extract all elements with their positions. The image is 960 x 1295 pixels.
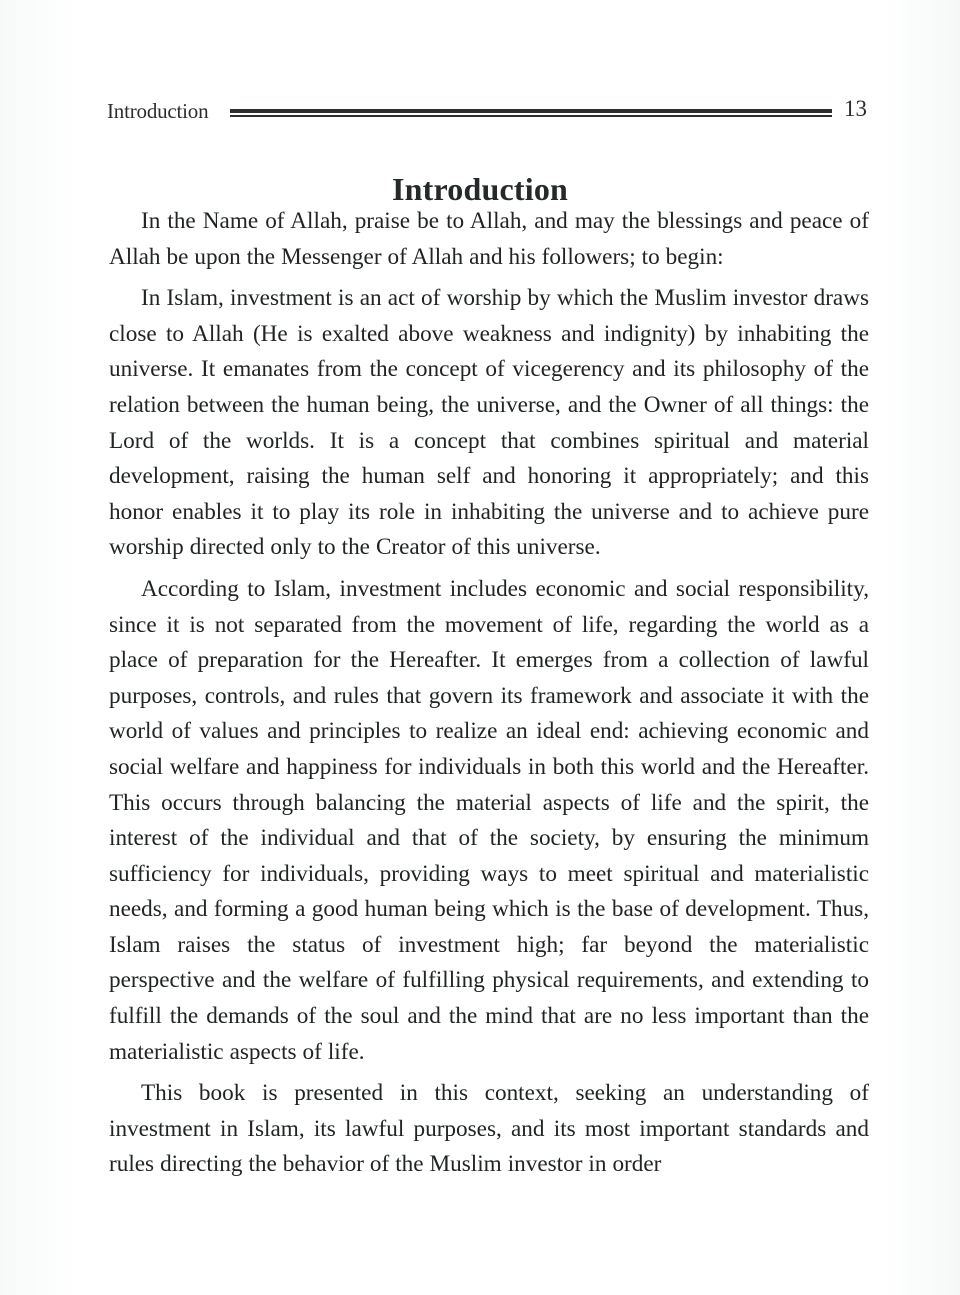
- intro-paragraph-investment-worship: In Islam, investment is an act of worship by which the Muslim investor draws close to Allah (He is exalted above weakness and indignity) by inhabiting the universe. It emanates from the concept of vicegerency and its philosophy of the relation between the human being, the universe, and the Owner of all things: the Lord of the worlds. It is a concept that combines spiritual and material development, raising the human self and honoring it appropriately; and this honor enables it to play its role in inhabiting the universe and to achieve pure worship directed only to the Creator of this universe.: [109, 285, 869, 561]
- header-double-rule: [230, 109, 832, 117]
- header-thin-rule-line: [230, 115, 832, 117]
- introduction-body: [109, 204, 869, 1183]
- running-header-title: Introduction: [107, 99, 209, 123]
- running-header: [107, 96, 867, 126]
- page-number: 13: [844, 96, 867, 121]
- chapter-title: Introduction: [391, 171, 569, 208]
- header-thick-rule-line: [230, 109, 832, 113]
- intro-paragraph-opening: In the Name of Allah, praise be to Allah, and may the blessings and peace of Allah be upon the Messenger of Allah and his followers; to begin:: [109, 208, 869, 270]
- intro-paragraph-economic-social-responsibility: According to Islam, investment includes economic and social responsibility, since it is not separated from the movement of life, regarding the world as a place of preparation for the Hereafter. It emerges from a collection of lawful purposes, controls, and rules that govern its framework and associate it with the world of values and principles to realize an ideal end: achieving economic and social welfare and happiness for individuals in both this world and the Hereafter. This occurs through balancing the material aspects of life and the spirit, the interest of the individual and that of the society, by ensuring the minimum sufficiency for individuals, providing ways to meet spiritual and materialistic needs, and forming a good human being which is the base of development. Thus, Islam raises the status of investment high; far beyond the materialistic perspective and the welfare of fulfilling physical requirements, and extending to fulfill the demands of the soul and the mind that are no less important than the materialistic aspects of life.: [109, 575, 869, 1065]
- intro-paragraph-book-context: This book is presented in this context, seeking an understanding of investment in Islam, its lawful purposes, and its most important standards and rules directing the behavior of the Muslim investor in order: [109, 1080, 869, 1178]
